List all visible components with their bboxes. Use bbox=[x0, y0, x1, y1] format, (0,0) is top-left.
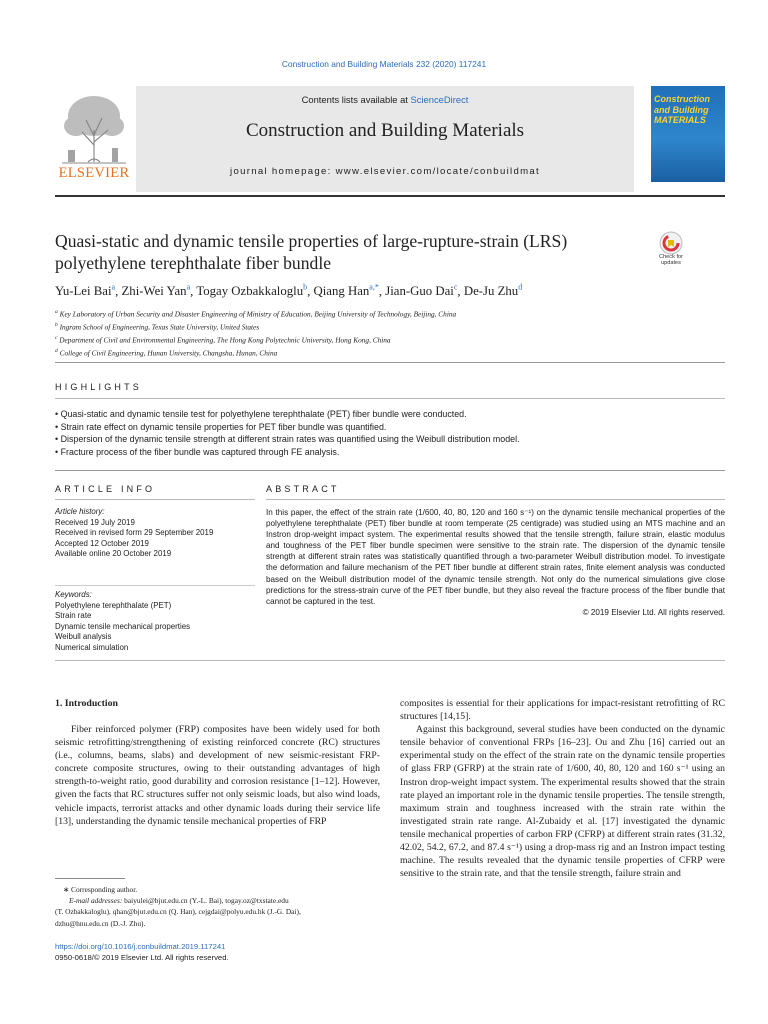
keywords bbox=[55, 590, 255, 654]
journal-title: Construction and Building Materials bbox=[245, 120, 525, 141]
highlight-item: • Dispersion of the dynamic tensile strength at different strain rates was quantified using the Weibull distribution model. bbox=[55, 433, 725, 446]
keyword: Dynamic tensile mechanical properties bbox=[55, 621, 191, 631]
keyword: Polyethylene terephthalate (PET) bbox=[55, 600, 172, 610]
doi-link[interactable]: https://doi.org/10.1016/j.conbuildmat.2019.117241 bbox=[55, 942, 226, 951]
check-for-updates-label bbox=[648, 254, 694, 266]
divider bbox=[55, 470, 725, 471]
cover-title bbox=[654, 94, 724, 126]
history-entry: Available online 20 October 2019 bbox=[55, 549, 172, 559]
affiliation: $^a$ Key Laboratory of Urban Security and Disaster Engineering of Ministry of Education, Beijing University of Technology, Beijing, China bbox=[55, 309, 457, 319]
article-history bbox=[55, 507, 255, 560]
contents-prefix: Contents lists available at bbox=[301, 94, 411, 105]
history-label: Article history: bbox=[55, 507, 105, 516]
footnote-rule bbox=[55, 878, 125, 879]
email-text[interactable]: baiyulei@bjut.edu.cn (Y.-L. Bai), togay.oz@txstate.edu bbox=[124, 896, 289, 906]
email-label: E-mail addresses: bbox=[69, 896, 123, 906]
author[interactable]: Yu-Lei Bai$^a$ bbox=[55, 283, 116, 299]
journal-homepage[interactable]: journal homepage: www.elsevier.com/locate/conbuildmat bbox=[230, 166, 540, 177]
issn-line: 0950-0618/© 2019 Elsevier Ltd. All rights reserved. bbox=[55, 953, 229, 962]
author[interactable]: Qiang Han$^{a,*}$ bbox=[313, 283, 379, 299]
section-heading: 1. Introduction bbox=[55, 698, 118, 709]
author[interactable]: Jian-Guo Dai$^c$ bbox=[385, 283, 458, 299]
keyword: Numerical simulation bbox=[55, 642, 129, 652]
email-line bbox=[55, 895, 380, 906]
highlight-item: • Quasi-static and dynamic tensile test for polyethylene terephthalate (PET) fiber bundle were conducted. bbox=[55, 408, 725, 421]
affiliation: $^d$ College of Civil Engineering, Hunan University, Changsha, Hunan, China bbox=[55, 348, 278, 358]
history-entry: Accepted 12 October 2019 bbox=[55, 538, 149, 548]
contents-available bbox=[136, 94, 634, 105]
keyword: Weibull analysis bbox=[55, 632, 112, 642]
paragraph: Fiber reinforced polymer (FRP) composites have been widely used for both seismic retrofitting/strengthening of existing reinforced concrete (RC) structures (i.e., columns, beams, slabs) and development of new seismic-resistant FRP-concrete composite structures, owing to their outstanding advantages of high strength-to-weight ratio, good durability and corrosion resistance [1–12]. However, given the facts that RC structures suffer not only seismic loads, but also wind loads, vehicle impacts, terrorist attacks and other dynamic loads during their service life [13], understanding the dynamic tensile mechanical properties of FRP bbox=[55, 724, 380, 827]
cover-line: and Building bbox=[654, 104, 709, 115]
affiliation: $^c$ Department of Civil and Environmental Engineering, The Hong Kong Polytechnic University, Hong Kong, China bbox=[55, 335, 391, 345]
corresponding-author: ∗ Corresponding author. bbox=[63, 885, 138, 894]
divider bbox=[55, 585, 255, 586]
check-label-line: Check for bbox=[659, 254, 683, 260]
paper-title bbox=[55, 230, 645, 274]
divider bbox=[55, 499, 255, 500]
highlight-item: • Fracture process of the fiber bundle was captured through FE analysis. bbox=[55, 446, 725, 459]
author[interactable]: Zhi-Wei Yan$^a$ bbox=[121, 283, 191, 299]
title-line: Quasi-static and dynamic tensile properties of large-rupture-strain (LRS) bbox=[55, 231, 568, 251]
abstract-heading: ABSTRACT bbox=[266, 484, 340, 494]
author-list: Yu-Lei Bai$^a$, Zhi-Wei Yan$^a$, Togay Ozbakkaloglu$^b$, Qiang Han$^{a,*}$, Jian-Guo Dai$^c$, De-Ju Zhu$^d$ bbox=[55, 283, 523, 299]
cover-line: MATERIALS bbox=[654, 115, 706, 125]
email-line[interactable]: (T. Ozbakkaloglu), qhan@bjut.edu.cn (Q. Han), cejgdai@polyu.edu.hk (J.-G. Dai), bbox=[55, 907, 301, 917]
cover-line: Construction bbox=[654, 94, 710, 104]
title-line: polyethylene terephthalate fiber bundle bbox=[55, 253, 332, 273]
body-column-left bbox=[55, 723, 380, 828]
body-column-right bbox=[400, 697, 725, 880]
sciencedirect-link[interactable]: ScienceDirect bbox=[410, 94, 469, 105]
abstract-copyright: © 2019 Elsevier Ltd. All rights reserved. bbox=[582, 607, 725, 617]
highlights-list bbox=[55, 408, 725, 458]
history-entry: Received in revised form 29 September 2019 bbox=[55, 528, 214, 538]
abstract-body: In this paper, the effect of the strain rate (1/600, 40, 80, 120 and 160 s⁻¹) on the dynamic tensile mechanical properties of the polyethylene terephthalate (PET) fiber bundle at room temperate (25 centigrade) was studied using an MTS machine and an Instron drop-weight impact system. The experimental results showed that the tensile strength, failure strain, elastic modulus and toughness of the PET fiber bundle specimen were sensitive to the strain rate. The dispersion of the dynamic tensile strength at different strain rates was statistically quantified through a two-parameter Weibull distribution model. To investigate the deformation and failure mechanism of the PET fiber bundle at different strain rates, finite element analysis was conducted based on the Weibull distribution model of the dynamic tensile strength. Not only do the numerical simulations give close predictions for the stress-strain curve of the PET fiber bundle, but they also reveal the fracture process of the fiber bundle that cannot be captured in the test. bbox=[266, 508, 725, 606]
history-entry: Received 19 July 2019 bbox=[55, 517, 135, 527]
check-label-line: updates bbox=[661, 260, 681, 266]
article-info-heading: ARTICLE INFO bbox=[55, 484, 156, 494]
keywords-label: Keywords: bbox=[55, 590, 92, 599]
email-line[interactable]: dzhu@hnu.edu.cn (D.-J. Zhu). bbox=[55, 918, 146, 928]
divider bbox=[266, 499, 725, 500]
divider bbox=[55, 398, 725, 399]
highlight-item: • Strain rate effect on dynamic tensile properties for PET fiber bundle was quantified. bbox=[55, 421, 725, 434]
affiliations bbox=[55, 307, 725, 359]
header-rule bbox=[55, 195, 725, 197]
paragraph: Against this background, several studies have been conducted on the dynamic tensile behavior of conventional FRPs [16–23]. Ou and Zhu [16] carried out an experimental study on the effect of the strain rate on the dynamic tensile properties of glass FRP (GFRP) at the strain rate of 1/600, 40, 80, 120 and 160 s⁻¹ using an Instron drop-weight impact system. The experimental results showed that the strain rate played an important role in the dynamic tensile properties. The tensile strength, maximum strain and toughness increased with the strain rate within the investigated strain rate range. Al-Zubaidy et al. [17] investigated the dynamic tensile mechanical properties of carbon FRP (CFRP) at different strain rates (31.32, 42.02, 54.2, 67.2, and 87.4 s⁻¹) using a drop-mass rig and an Instron impact testing machine. The results revealed that the dynamic tensile properties of CFRP were sensitive to the strain rate, and that the tensile strength, failure strain and bbox=[400, 724, 725, 880]
author[interactable]: Togay Ozbakkaloglu$^b$ bbox=[196, 283, 308, 299]
divider bbox=[55, 362, 725, 363]
author[interactable]: De-Ju Zhu$^d$ bbox=[463, 283, 523, 299]
paragraph: composites is essential for their applications for impact-resistant retrofitting of RC structures [14,15]. bbox=[400, 698, 725, 723]
elsevier-wordmark: ELSEVIER bbox=[58, 165, 130, 181]
footnotes bbox=[55, 884, 380, 929]
journal-citation[interactable]: Construction and Building Materials 232 (2020) 117241 bbox=[281, 59, 487, 69]
divider bbox=[55, 660, 725, 661]
keyword: Strain rate bbox=[55, 611, 92, 621]
abstract-text bbox=[266, 507, 725, 618]
affiliation: $^b$ Ingram School of Engineering, Texas State University, United States bbox=[55, 322, 260, 332]
highlights-heading: HIGHLIGHTS bbox=[55, 382, 143, 392]
